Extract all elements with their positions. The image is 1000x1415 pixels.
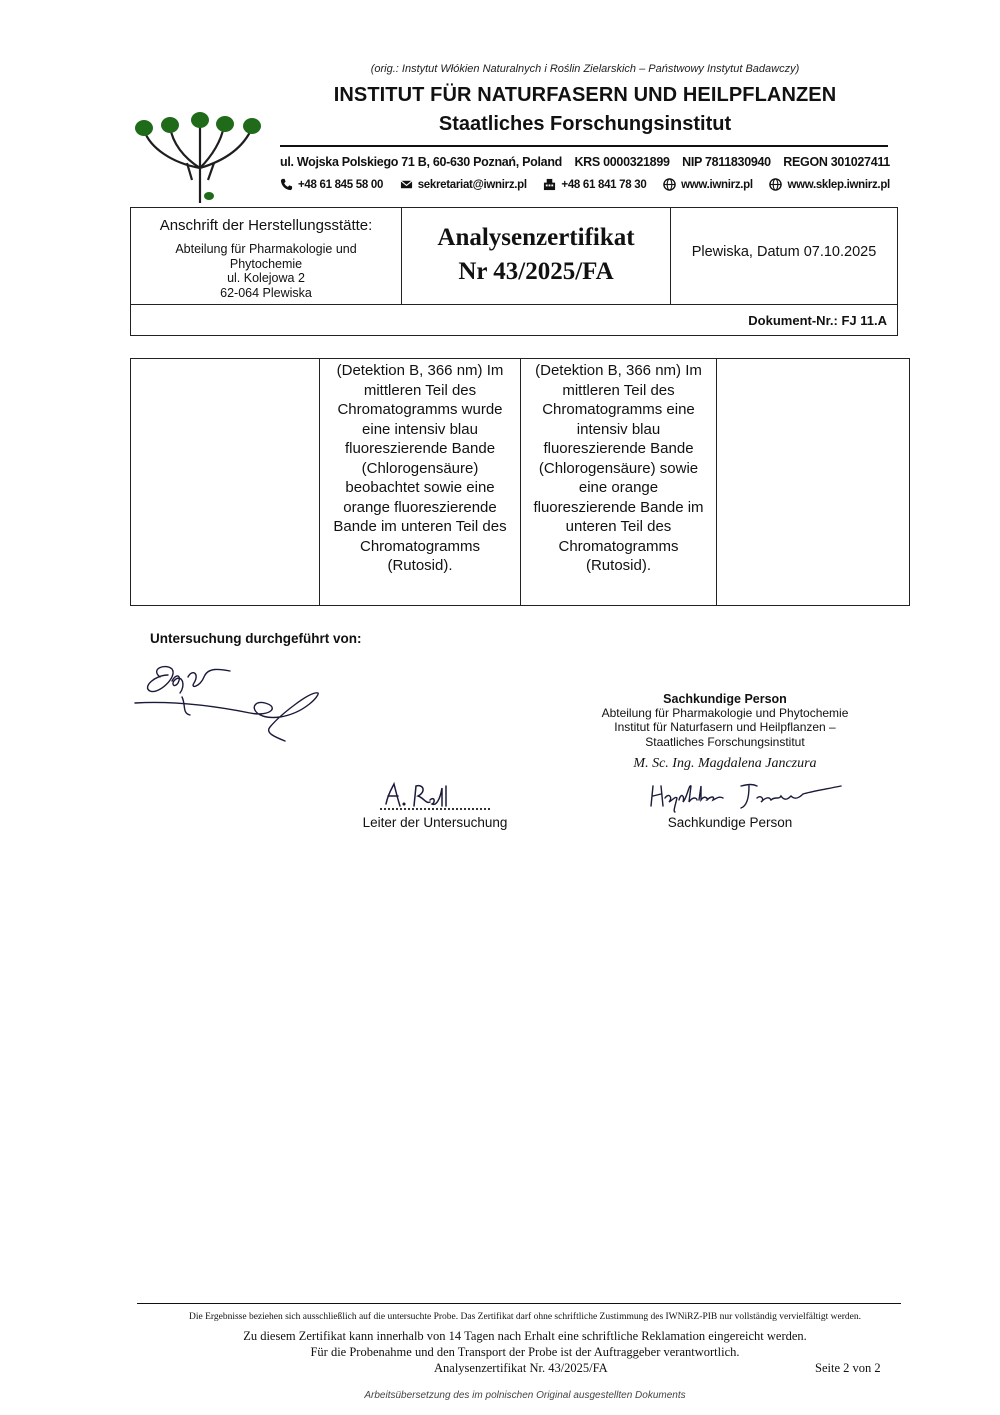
footer-disclaimer: Die Ergebnisse beziehen sich ausschließlich auf die untersuchte Probe. Das Zertifikat darf ohne schriftliche Zustimmung des IWNiRZ-PIB nur vollständig vervielfältigt werden. (188, 1312, 862, 1322)
globe-icon (769, 178, 782, 191)
website-contact (663, 178, 753, 191)
table-cell: (Detektion B, 366 nm) Im mittleren Teil des Chromatogramms wurde eine intensiv blau fluoreszierende Bande (Chlorogensäure) beobachtet sowie eine orange fluoreszierende Bande im unteren Teil des Chromatogramms (Rutosid). (320, 359, 521, 606)
fax-icon (543, 178, 556, 191)
address-line: Abteilung für Pharmakologie und (175, 242, 357, 256)
page-number: Seite 2 von 2 (815, 1361, 881, 1375)
phone-contact (280, 178, 383, 191)
shop-link[interactable]: www.sklep.iwnirz.pl (787, 178, 890, 191)
document-number-cell (131, 305, 898, 336)
shop-contact (769, 178, 890, 191)
fax-contact (543, 178, 646, 191)
certificate-info-table (130, 207, 898, 336)
header-divider (280, 145, 888, 147)
qualified-person-department: Abteilung für Pharmakologie und Phytochemie (601, 706, 849, 720)
certificate-title (403, 209, 669, 289)
website-link[interactable]: www.iwnirz.pl (681, 178, 753, 191)
envelope-icon (400, 178, 413, 191)
table-cell (717, 359, 910, 606)
globe-icon (663, 178, 676, 191)
institute-title: INSTITUT FÜR NATURFASERN UND HEILPFLANZEN (333, 84, 837, 106)
phone-number: +48 61 845 58 00 (298, 178, 384, 191)
results-table (130, 358, 910, 606)
signature-dotted-line (380, 802, 490, 810)
lead-signature (380, 780, 500, 816)
qualified-person-institute-sub: Staatliches Forschungsinstitut (645, 735, 805, 749)
qualified-person-name: M. Sc. Ing. Magdalena Janczura (633, 756, 817, 771)
address-line: ul. Kolejowa 2 (227, 271, 305, 285)
phone-icon (280, 178, 293, 191)
registration-line (280, 155, 890, 169)
nip-number: NIP 7811830940 (682, 155, 771, 169)
examiner-signature (130, 655, 330, 750)
original-name-note: (orig.: Instytut Włókien Naturalnych i Roślin Zielarskich – Państwowy Instytut Badawczy) (370, 63, 800, 75)
email-address: sekretariat@iwnirz.pl (417, 178, 527, 191)
footer-divider (137, 1303, 901, 1304)
certificate-name: Analysenzertifikat (437, 224, 635, 251)
certificate-title-cell (402, 208, 671, 305)
footer-responsibility-note: Für die Probenahme und den Transport der Probe ist der Auftraggeber verantwortlich. (310, 1345, 740, 1359)
postal-address: ul. Wojska Polskiego 71 B, 60-630 Poznań, Poland (280, 155, 562, 169)
email-contact (400, 178, 527, 191)
qualified-person-institute: Institut für Naturfasern und Heilpflanzen – (614, 720, 836, 734)
qualified-person-signature (645, 778, 845, 814)
manufacturing-site-cell (131, 208, 402, 305)
footer-certificate-reference: Analysenzertifikat Nr. 43/2025/FA (434, 1361, 608, 1375)
certificate-number: Nr 43/2025/FA (458, 258, 614, 285)
manufacturing-site-address (132, 242, 400, 302)
lead-examiner-label: Leiter der Untersuchung (362, 815, 508, 830)
institute-logo (132, 108, 272, 208)
manufacturing-site-title: Anschrift der Herstellungsstätte: (159, 217, 373, 234)
translation-note: Arbeitsübersetzung des im polnischen Original ausgestellten Dokuments (364, 1390, 686, 1401)
document-number: Dokument-Nr.: FJ 11.A (748, 313, 887, 328)
institute-subtitle: Staatliches Forschungsinstitut (438, 113, 732, 135)
qualified-person-label: Sachkundige Person (667, 815, 793, 830)
qualified-person-title: Sachkundige Person (663, 692, 787, 706)
date-cell (671, 208, 898, 305)
table-cell: (Detektion B, 366 nm) Im mittleren Teil des Chromatogramms eine intensiv blau fluoreszierende Bande (Chlorogensäure) sowie eine orange fluoreszierende Bande im unteren Teil des Chromatogramms (Rutosid). (521, 359, 717, 606)
contact-line (280, 178, 890, 191)
fax-number: +48 61 841 78 30 (561, 178, 647, 191)
footer-complaint-note: Zu diesem Zertifikat kann innerhalb von 14 Tagen nach Erhalt eine schriftliche Reklamation eingereicht werden. (243, 1329, 807, 1343)
address-line: 62-064 Plewiska (220, 285, 312, 300)
address-line: Phytochemie (229, 256, 303, 271)
table-cell (131, 359, 320, 606)
issue-date: Plewiska, Datum 07.10.2025 (691, 244, 877, 260)
examined-by-label: Untersuchung durchgeführt von: (150, 631, 362, 646)
table-row (131, 359, 910, 606)
regon-number: REGON 301027411 (783, 155, 890, 169)
krs-number: KRS 0000321899 (574, 155, 670, 169)
